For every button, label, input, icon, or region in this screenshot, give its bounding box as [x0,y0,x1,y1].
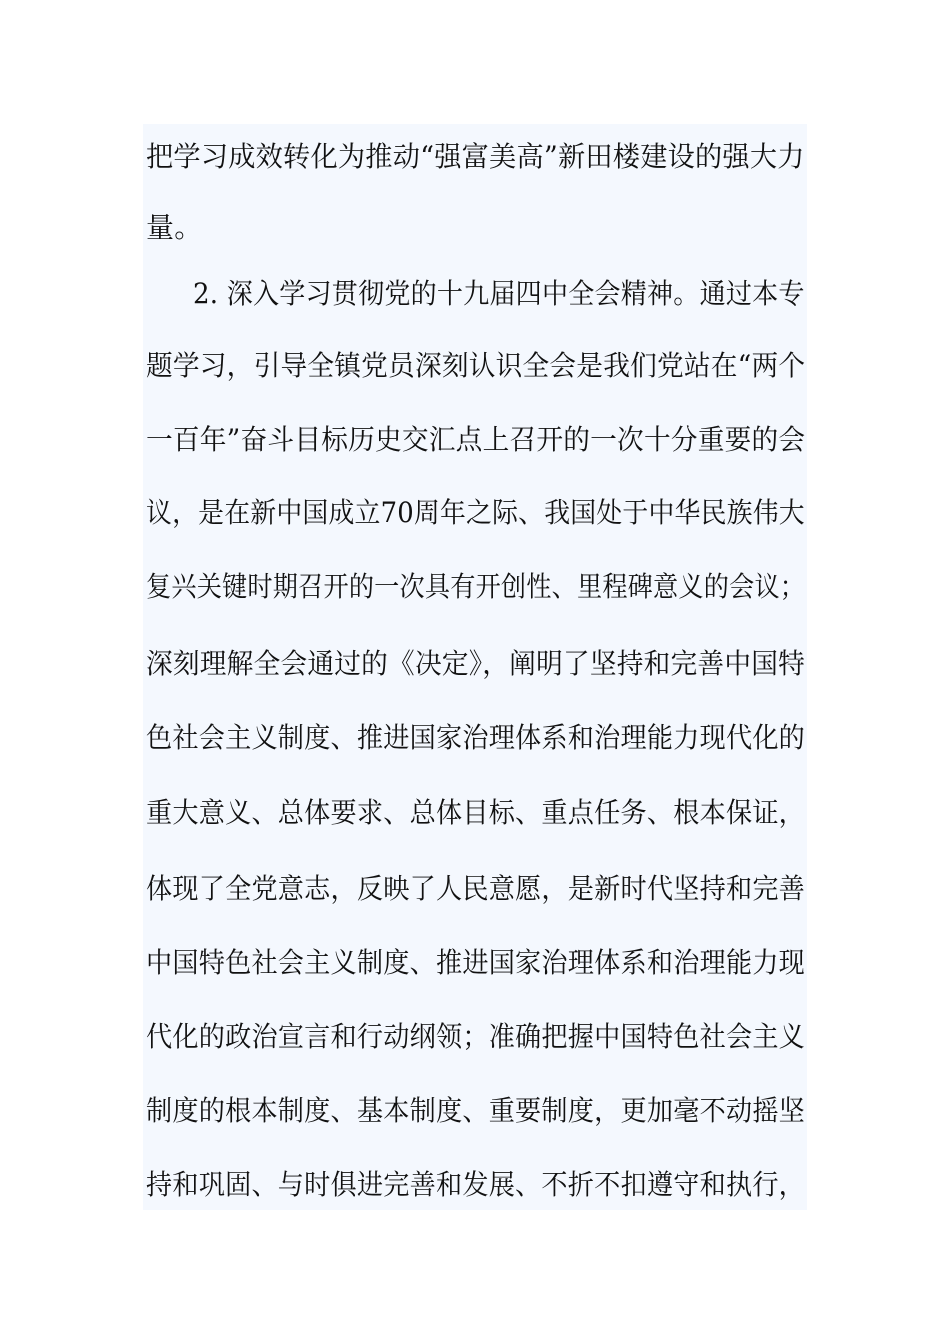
text-line: 把学习成效转化为推动“强富美高”新田楼建设的强大力 [146,140,805,173]
text-line: 制度的根本制度、基本制度、重要制度，更加毫不动摇坚 [146,1094,806,1127]
text-line: 中国特色社会主义制度、推进国家治理体系和治理能力现 [146,946,806,979]
text-line: 复兴关键时期召开的一次具有开创性、里程碑意义的会议； [146,570,806,603]
text-line: 一百年”奋斗目标历史交汇点上召开的一次十分重要的会 [146,423,806,456]
text-line: 重大意义、总体要求、总体目标、重点任务、根本保证， [146,796,806,829]
paragraph-start-line: 2. 深入学习贯彻党的十九届四中全会精神。通过本专 [193,277,805,310]
text-line: 量。 [146,211,203,244]
text-line: 色社会主义制度、推进国家治理体系和治理能力现代化的 [146,721,806,754]
text-line: 体现了全党意志，反映了人民意愿，是新时代坚持和完善 [146,872,806,905]
text-block [143,124,807,1210]
text-line: 题学习，引导全镇党员深刻认识全会是我们党站在“两个 [146,349,806,382]
text-line: 持和巩固、与时俱进完善和发展、不折不扣遵守和执行， [146,1168,806,1201]
text-line: 议，是在新中国成立70周年之际、我国处于中华民族伟大 [146,496,805,529]
text-line: 深刻理解全会通过的《决定》，阐明了坚持和完善中国特 [146,647,806,680]
text-line: 代化的政治宣言和行动纲领；准确把握中国特色社会主义 [146,1020,806,1053]
